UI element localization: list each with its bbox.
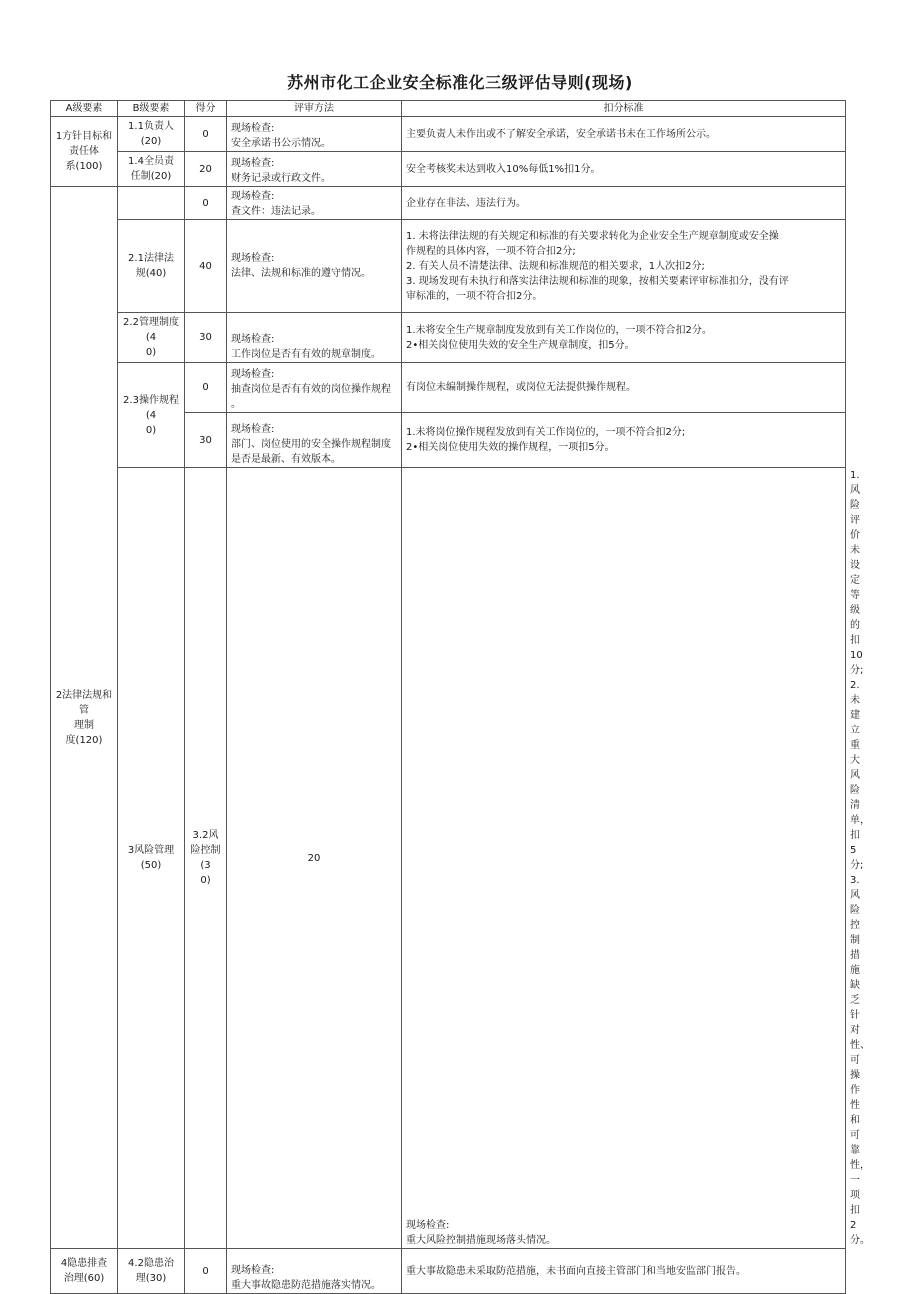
cell-text-line: 现场检查: xyxy=(231,424,275,435)
table-row xyxy=(51,220,846,313)
b-element-cell xyxy=(118,220,185,313)
cell-text-line: 作规程的具体内容，一项不符合扣2分; xyxy=(406,245,576,257)
method-cell xyxy=(227,313,402,363)
table-row xyxy=(51,117,846,152)
deduction-cell xyxy=(402,313,846,363)
table-row xyxy=(51,363,846,413)
cell-text-line: 部门、岗位使用的安全操作规程制度 xyxy=(231,439,391,450)
method-cell xyxy=(227,187,402,220)
cell-text-line: 3风险管理 xyxy=(127,845,175,856)
cell-text-line: 现场检查: xyxy=(231,123,275,134)
cell-text-line: 4.2隐患治 xyxy=(128,1258,174,1269)
a-element-cell xyxy=(51,1249,118,1294)
score-cell: 40 xyxy=(185,220,227,313)
header-a-level: A级要素 xyxy=(51,101,118,117)
cell-text-line: 现场检查: xyxy=(231,369,275,380)
method-cell xyxy=(227,363,402,413)
cell-text-line: 法律、法规和标准的遵守情况。 xyxy=(231,268,371,279)
cell-text-line: 重大事故隐患未采取防范措施，未书面向直接主管部门和当地安监部门报告。 xyxy=(406,1265,746,1277)
cell-text-line: 企业存在非法、违法行为。 xyxy=(406,197,526,209)
deduction-cell xyxy=(402,187,846,220)
cell-text-line: 1.未将岗位操作规程发放到有关工作岗位的，一项不符合扣2分; xyxy=(406,427,686,438)
score-cell: 0 xyxy=(185,187,227,220)
cell-text-line: 1.4全员责 xyxy=(128,156,174,167)
cell-text-line: 安全承诺书公示情况。 xyxy=(231,138,331,149)
score-cell: 20 xyxy=(185,152,227,187)
deduction-cell xyxy=(402,363,846,413)
deduction-cell xyxy=(402,117,846,152)
score-cell: 0 xyxy=(185,1249,227,1294)
table-row xyxy=(51,313,846,363)
table-row: 3风险管理 (50) 3.2风险控制(3 0) 20 现场检查: 重大风险控制措施现场落头情况。 1. 风险评价未设定等级的扣10分; 2. 未建立重大风险清单，扣5分; 3. 风险控制措施缺乏针对性、可操作性和可靠性，一项扣2分。 xyxy=(51,468,846,1249)
cell-text-line: 。 xyxy=(231,399,241,410)
cell-text-line: 工作岗位是否有有效的规章制度。 xyxy=(231,349,381,360)
cell-text-line: 1. 未将法律法规的有关规定和标准的有关要求转化为企业安全生产规章制度或安全操 xyxy=(406,230,779,242)
b-element-cell xyxy=(118,363,185,468)
a-element-cell xyxy=(51,187,118,1249)
cell-text-line: 2法律法规和管 xyxy=(55,689,113,716)
score-cell: 20 xyxy=(227,468,402,1249)
cell-text-line: 1.未将安全生产规章制度发放到有关工作岗位的，一项不符合扣2分。 xyxy=(406,324,712,336)
method-cell xyxy=(227,152,402,187)
deduction-cell xyxy=(402,1249,846,1294)
cell-text-line: 2•相关岗位使用失效的操作规程，一项扣5分。 xyxy=(406,442,615,453)
score-cell: 0 xyxy=(185,363,227,413)
cell-text-line: 2.1法律法 xyxy=(128,253,174,264)
b-element-cell xyxy=(118,187,185,220)
cell-text-line: 理制 xyxy=(74,719,94,731)
cell-text-line: 2.3操作规程(4 xyxy=(123,394,179,421)
b-element-cell xyxy=(118,313,185,363)
cell-text-line: 0) xyxy=(145,424,157,436)
cell-text-line: 3.2风险控制(3 xyxy=(190,830,221,871)
a-element-cell xyxy=(51,117,118,187)
cell-text-line: 主要负责人未作出或不了解安全承诺，安全承诺书未在工作场所公示。 xyxy=(406,128,716,140)
cell-text-line: 安全考核奖未达到收入10%每低1%扣1分。 xyxy=(406,163,601,175)
cell-text-line: 查文件：违法记录。 xyxy=(231,206,321,217)
deduction-cell xyxy=(402,413,846,468)
header-row xyxy=(51,101,846,117)
method-cell xyxy=(227,1249,402,1294)
cell-text-line: 是否是最新、有效版本。 xyxy=(231,454,341,465)
cell-text-line: 重大事故隐患防范措施落实情况。 xyxy=(231,1280,381,1291)
method-cell xyxy=(402,468,846,1249)
header-b-level: B级要素 xyxy=(118,101,185,117)
cell-text-line: 1.1负责人 xyxy=(128,121,174,132)
cell-text-line: 理(30) xyxy=(135,1273,167,1284)
cell-text-line: 抽查岗位是否有有效的岗位操作规程 xyxy=(231,384,391,395)
cell-text-line: 0) xyxy=(145,347,157,358)
cell-text-line: 现场检查: xyxy=(231,1265,275,1276)
evaluation-table xyxy=(50,100,870,1294)
cell-text-line: 现场检查: xyxy=(231,158,275,169)
cell-text-line: 4隐患排查 xyxy=(60,1258,108,1269)
cell-text-line: 有岗位未编制操作规程，或岗位无法提供操作规程。 xyxy=(406,382,636,393)
cell-text-line: 现场检查: xyxy=(406,1220,450,1231)
table-row xyxy=(51,152,846,187)
cell-text-line: 重大风险控制措施现场落头情况。 xyxy=(406,1235,556,1246)
table-row xyxy=(51,187,846,220)
cell-text-line: (20) xyxy=(140,136,162,147)
score-cell: 0 xyxy=(185,117,227,152)
cell-text-line: 3. 现场发现有未执行和落实法律法规和标准的现象，按相关要素评审标准扣分，没有评 xyxy=(406,275,789,287)
b-element-cell xyxy=(118,117,185,152)
cell-text-line: 2.2管理制度(4 xyxy=(123,317,179,343)
cell-text-line: 现场检查: xyxy=(231,334,275,345)
cell-text-line: 规(40) xyxy=(135,268,167,279)
b-element-cell xyxy=(118,152,185,187)
cell-text-line: 治理(60) xyxy=(63,1273,105,1284)
cell-text-line: 2•相关岗位使用失效的安全生产规章制度，扣5分。 xyxy=(406,339,635,351)
deduction-cell xyxy=(402,220,846,313)
cell-text-line: 1方针目标和 xyxy=(55,131,113,142)
method-cell xyxy=(227,220,402,313)
b-element-cell xyxy=(185,468,227,1249)
method-cell xyxy=(227,117,402,152)
score-cell: 30 xyxy=(185,413,227,468)
page-title: 苏州市化工企业安全标准化三级评估导则(现场) xyxy=(287,73,633,92)
header-deduction: 扣分标准 xyxy=(402,101,846,117)
cell-text-line: 财务记录或行政文件。 xyxy=(231,173,331,184)
method-cell xyxy=(227,413,402,468)
cell-text-line: 2. 有关人员不清楚法律、法规和标准规范的相关要求，1人次扣2分; xyxy=(406,260,705,272)
cell-text-line: 责任体 xyxy=(69,146,99,157)
score-cell: 30 xyxy=(185,313,227,363)
cell-text-line: 现场检查: xyxy=(231,191,275,202)
cell-text-line: 系(100) xyxy=(65,161,103,172)
a-element-cell xyxy=(118,468,185,1249)
b-element-cell xyxy=(118,1249,185,1294)
cell-text-line: 现场检查: xyxy=(231,253,275,264)
cell-text-line: 度(120) xyxy=(65,734,103,746)
cell-text-line: 任制(20) xyxy=(130,171,172,182)
header-score: 得分 xyxy=(185,101,227,117)
cell-text-line: 0) xyxy=(200,875,211,886)
header-method: 评审方法 xyxy=(227,101,402,117)
table-row xyxy=(51,1249,846,1294)
cell-text-line: 审标准的，一项不符合扣2分。 xyxy=(406,290,543,302)
cell-text-line: (50) xyxy=(140,860,162,871)
deduction-cell xyxy=(402,152,846,187)
